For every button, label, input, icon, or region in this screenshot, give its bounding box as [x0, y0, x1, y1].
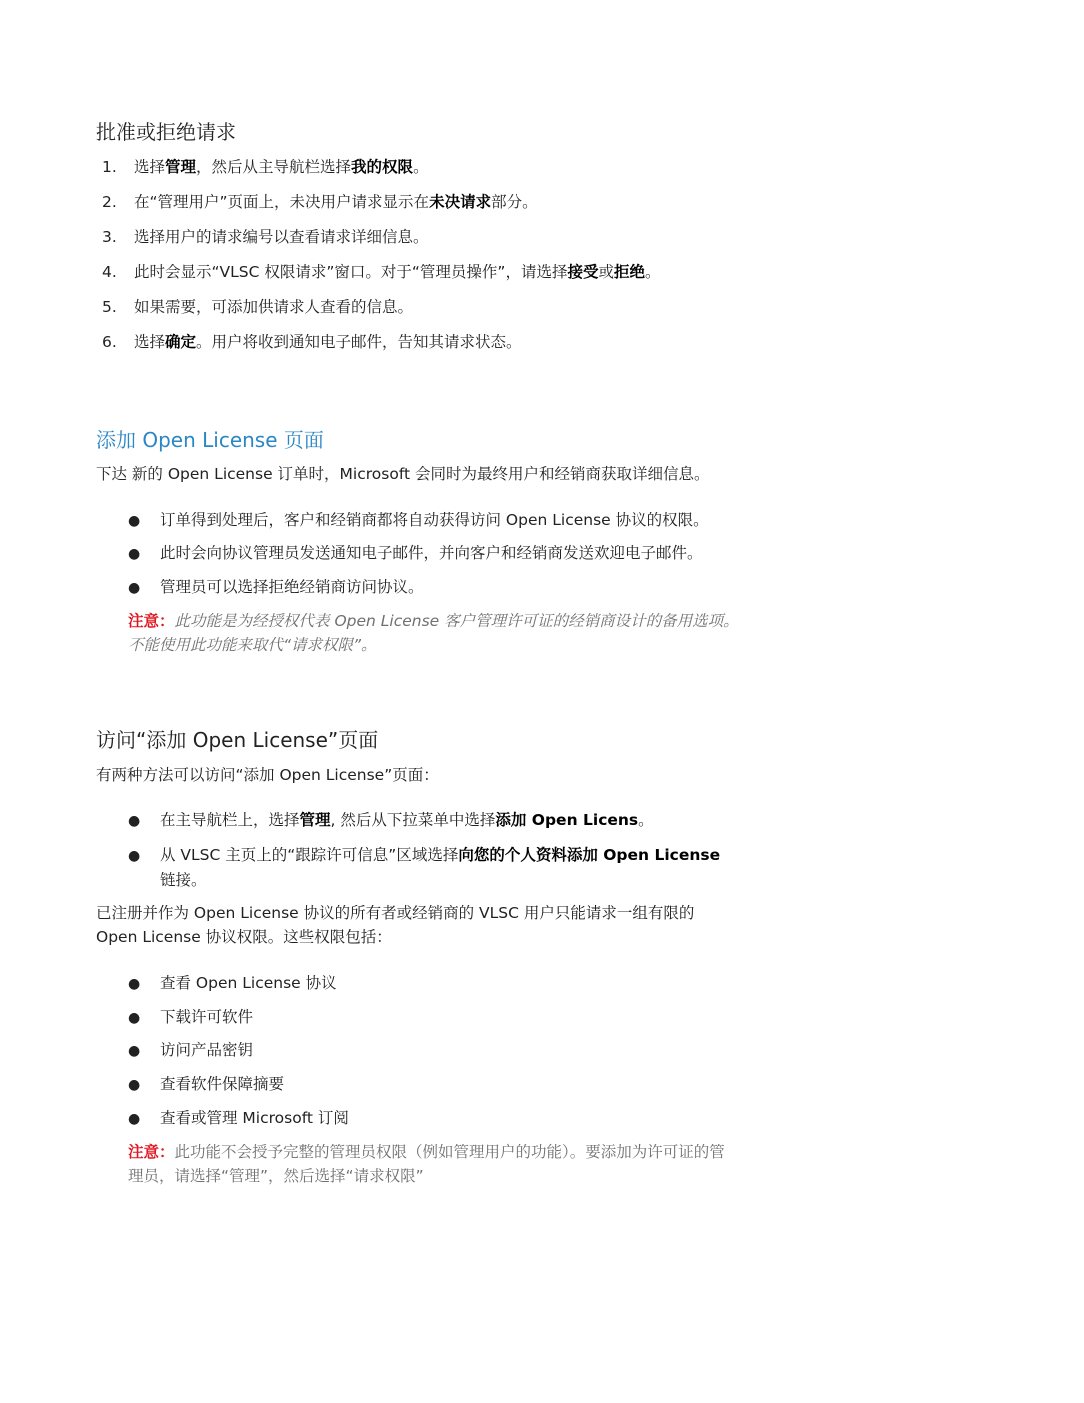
note-label: 注意：	[128, 1143, 175, 1161]
section2-note	[128, 609, 818, 657]
step-item	[102, 190, 538, 212]
bullet-icon: ●	[128, 546, 141, 562]
step-number: 5.	[102, 298, 117, 316]
section2-bullet-item	[128, 575, 424, 597]
step-text	[134, 193, 538, 211]
section3-bullet-1	[128, 808, 654, 830]
step-text	[134, 158, 429, 176]
step-text	[134, 228, 429, 246]
section3-bullet-item	[128, 971, 337, 993]
bullet2-continuation: 链接。	[160, 871, 207, 889]
step-number: 1.	[102, 158, 117, 176]
bullet-icon: ●	[128, 1111, 141, 1127]
step-number: 2.	[102, 193, 117, 211]
text-run: 。用户将收到通知电子邮件，告知其请求状态。	[196, 333, 522, 351]
bullet-text: 查看或管理 Microsoft 订阅	[160, 1109, 349, 1127]
text-run: 。	[638, 811, 654, 829]
bullet-icon: ●	[128, 1010, 141, 1026]
step-item	[102, 330, 522, 352]
text-run: 在“管理用户”页面上，未决用户请求显示在	[134, 193, 430, 211]
text-run: 选择用户的请求编号以查看请求详细信息。	[134, 228, 429, 246]
note-text-line2: 理员，请选择“管理”，然后选择“请求权限”	[128, 1167, 424, 1185]
bullet-text: 下载许可软件	[160, 1008, 254, 1026]
bold-text: 向您的个人资料添加 Open License	[458, 846, 721, 864]
note-label: 注意：	[128, 612, 175, 630]
step-number: 3.	[102, 228, 117, 246]
text-run: 。	[645, 263, 661, 281]
bold-text: 管理	[165, 158, 197, 176]
text-run: 。	[413, 158, 429, 176]
bullet-icon: ●	[128, 1043, 141, 1059]
text-run: 在主导航栏上，选择	[160, 811, 300, 829]
bold-text: 拒绝	[613, 263, 645, 281]
text-run: 或	[598, 263, 614, 281]
section2-bullet-item	[128, 541, 703, 563]
section3-bullet-item	[128, 1072, 284, 1094]
bullet-icon: ●	[128, 976, 141, 992]
bullet-icon: ●	[128, 513, 141, 529]
text-run: 选择	[134, 333, 166, 351]
section3-para	[96, 901, 694, 949]
bold-text: 未决请求	[429, 193, 492, 211]
step-text	[134, 333, 522, 351]
bullet-icon: ●	[128, 580, 141, 596]
text-run: ，然后从主导航栏选择	[196, 158, 352, 176]
text-run: , 然后从下拉菜单中选择	[330, 811, 496, 829]
section3-note	[128, 1140, 818, 1188]
section2-intro: 下达 新的 Open License 订单时，Microsoft 会同时为最终用户和经销商获取详细信息。	[96, 465, 710, 483]
text-run: 部分。	[491, 193, 538, 211]
section3-bullet-item	[128, 1106, 349, 1128]
text-run: 此时会显示“VLSC 权限请求”窗口。对于“管理员操作”，请选择	[134, 263, 568, 281]
text-run: 从 VLSC 主页上的“跟踪许可信息”区域选择	[160, 846, 459, 864]
step-item	[102, 260, 661, 282]
para-line1: 已注册并作为 Open License 协议的所有者或经销商的 VLSC 用户只能请求一组有限的	[96, 904, 695, 922]
bold-text: 我的权限	[351, 158, 414, 176]
step-text	[134, 263, 661, 281]
section-heading-access-add-open-license: 访问“添加 Open License”页面	[96, 728, 379, 752]
section-heading-approve-reject: 批准或拒绝请求	[96, 120, 236, 144]
bullet-text: 订单得到处理后，客户和经销商都将自动获得访问 Open License 协议的权限。	[160, 511, 709, 529]
section3-intro: 有两种方法可以访问“添加 Open License”页面：	[96, 766, 439, 784]
bullet-text: 查看软件保障摘要	[160, 1075, 285, 1093]
note-text-line1: 此功能是为经授权代表 Open License 客户管理许可证的经销商设计的备用选项。	[174, 612, 739, 630]
step-number: 4.	[102, 263, 117, 281]
bold-text: 管理	[299, 811, 331, 829]
section3-bullet-item	[128, 1038, 253, 1060]
section3-bullet-2	[128, 843, 720, 892]
section-heading-add-open-license: 添加 Open License 页面	[96, 428, 324, 452]
text-run: 选择	[134, 158, 166, 176]
bullet-icon: ●	[128, 1077, 141, 1093]
note-text-line1: 此功能不会授予完整的管理员权限（例如管理用户的功能）。要添加为许可证的管	[174, 1143, 725, 1161]
step-item	[102, 225, 429, 247]
bold-text: 添加 Open Licens	[495, 811, 639, 829]
step-item	[102, 155, 429, 177]
bullet-text: 管理员可以选择拒绝经销商访问协议。	[160, 578, 424, 596]
section3-bullet-item	[128, 1005, 253, 1027]
bold-text: 确定	[165, 333, 197, 351]
step-text	[134, 298, 413, 316]
step-number: 6.	[102, 333, 117, 351]
bullet-text: 此时会向协议管理员发送通知电子邮件，并向客户和经销商发送欢迎电子邮件。	[160, 544, 703, 562]
section2-bullet-item	[128, 508, 709, 530]
text-run: 如果需要，可添加供请求人查看的信息。	[134, 298, 414, 316]
bullet-text: 访问产品密钥	[160, 1041, 254, 1059]
para-line2: Open License 协议权限。这些权限包括：	[96, 928, 392, 946]
bullet-icon: ●	[128, 813, 141, 829]
bullet-text: 查看 Open License 协议	[160, 974, 337, 992]
note-text-line2: 不能使用此功能来取代“请求权限”。	[128, 636, 377, 654]
bold-text: 接受	[567, 263, 599, 281]
step-item	[102, 295, 413, 317]
bullet-icon: ●	[128, 848, 141, 864]
